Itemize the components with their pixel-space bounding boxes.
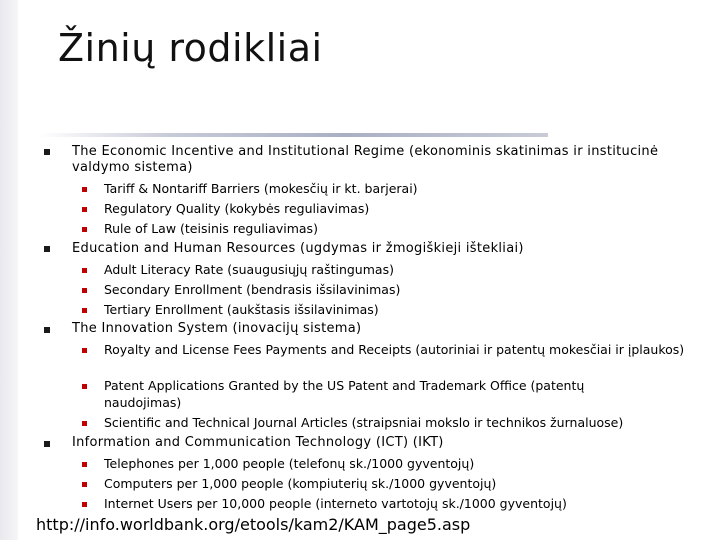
- sub-bullet-icon: [82, 288, 87, 293]
- list-item: Regulatory Quality (kokybės reguliavimas): [104, 201, 370, 216]
- list-item: Patent Applications Granted by the US Patent and Trademark Office (patentų naudojimas): [104, 378, 585, 410]
- section-heading: The Innovation System (inovacijų sistema): [72, 321, 362, 336]
- sub-bullet-icon: [82, 207, 87, 212]
- sub-bullet-icon: [82, 348, 87, 353]
- sub-bullet-icon: [82, 187, 87, 192]
- sub-bullet-icon: [82, 421, 87, 426]
- source-url: http://info.worldbank.org/etools/kam2/KAM_page5.asp: [36, 515, 471, 534]
- list-item: Tariff & Nontariff Barriers (mokesčių ir kt. barjerai): [104, 181, 418, 196]
- list-item: Royalty and License Fees Payments and Receipts (autoriniai ir patentų mokesčiai ir įplaukos): [104, 342, 685, 357]
- main-bullet-icon: [44, 149, 50, 155]
- sub-bullet-icon: [82, 482, 87, 487]
- main-bullet-icon: [44, 441, 50, 447]
- section-heading: Information and Communication Technology (ICT) (IKT): [72, 435, 444, 450]
- list-item: Computers per 1,000 people (kompiuterių sk./1000 gyventojų): [104, 476, 497, 491]
- list-item: Tertiary Enrollment (aukštasis išsilavinimas): [104, 302, 379, 317]
- title-underline: [40, 133, 548, 137]
- side-decoration-bar: [0, 0, 18, 540]
- sub-bullet-icon: [82, 462, 87, 467]
- section-heading: Education and Human Resources (ugdymas ir žmogiškieji ištekliai): [72, 241, 524, 256]
- slide-title: Žinių rodikliai: [58, 26, 323, 70]
- sub-bullet-icon: [82, 502, 87, 507]
- sub-bullet-icon: [82, 227, 87, 232]
- main-bullet-icon: [44, 327, 50, 333]
- list-item: Internet Users per 10,000 people (interneto vartotojų sk./1000 gyventojų): [104, 496, 567, 511]
- sub-bullet-icon: [82, 308, 87, 313]
- list-item: Secondary Enrollment (bendrasis išsilavinimas): [104, 282, 401, 297]
- list-item: Rule of Law (teisinis reguliavimas): [104, 221, 318, 236]
- list-item: Scientific and Technical Journal Articles (straipsniai mokslo ir technikos žurnaluose): [104, 415, 624, 430]
- sub-bullet-icon: [82, 384, 87, 389]
- list-item: Adult Literacy Rate (suaugusiųjų raštingumas): [104, 262, 394, 277]
- sub-bullet-icon: [82, 268, 87, 273]
- list-item: Telephones per 1,000 people (telefonų sk./1000 gyventojų): [104, 456, 475, 471]
- main-bullet-icon: [44, 246, 50, 252]
- section-heading: The Economic Incentive and Institutional Regime (ekonominis skatinimas ir institucinė valdymo sistema): [72, 144, 659, 175]
